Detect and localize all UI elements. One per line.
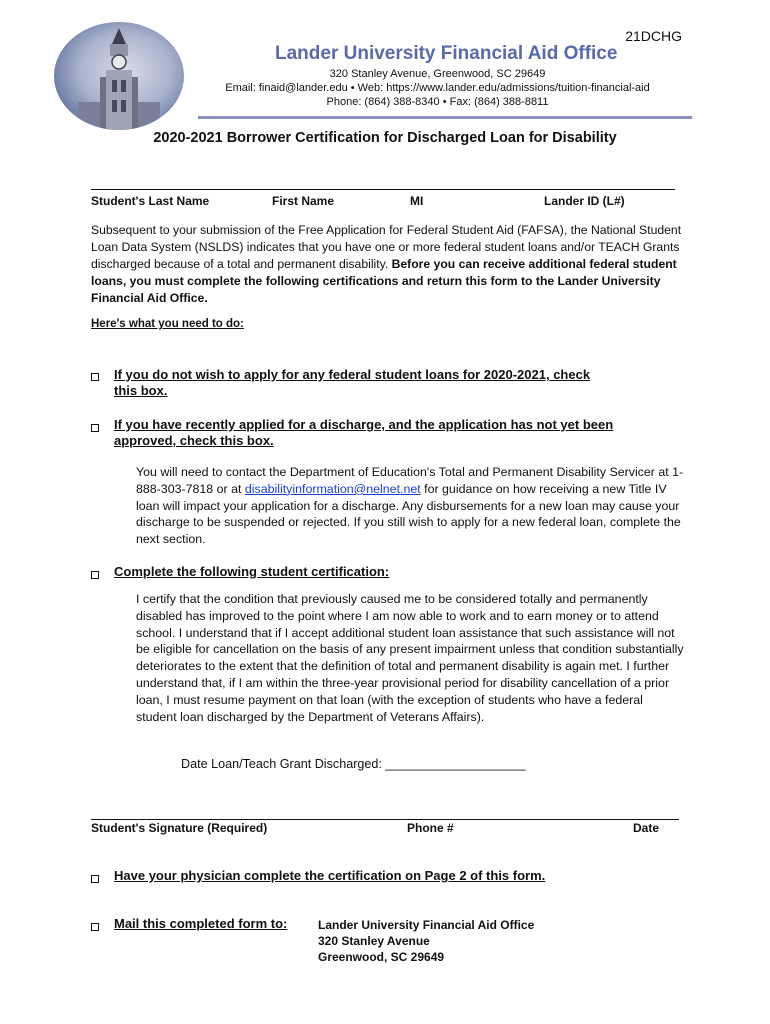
mail-checkbox[interactable]: [91, 923, 99, 931]
no-loans-option-label: If you do not wish to apply for any federal student loans for 2020-2021, check this box.: [114, 367, 591, 398]
physician-instruction: Have your physician complete the certification on Page 2 of this form.: [114, 868, 546, 883]
mail-address-line3: Greenwood, SC 29649: [318, 950, 445, 964]
lander-id-label: Lander ID (L#): [544, 194, 625, 208]
header-divider: [198, 116, 692, 119]
nelnet-email-link[interactable]: disabilityinformation@nelnet.net: [244, 481, 421, 496]
first-name-label: First Name: [272, 194, 335, 208]
signature-label: Student's Signature (Required): [91, 821, 268, 835]
last-name-label: Student's Last Name: [91, 194, 210, 208]
org-address: 320 Stanley Avenue, Greenwood, SC 29649: [329, 68, 546, 80]
org-email-web: Email: finaid@lander.edu • Web: https://www.lander.edu/admissions/tuition-financial-aid: [225, 82, 650, 94]
instructions-text-before: You will need to contact the Department of Education's Total and Permanent Disability Servicer at 1-888-303-7818 or at: [136, 465, 684, 496]
student-certification-heading: Complete the following student certification:: [114, 564, 390, 579]
intro-text: Subsequent to your submission of the Free Application for Federal Student Aid (FAFSA), the National Student Loan Data System (NSLDS) indicates that you have one or more federal student loans and/or TEACH Grants discharged because of a total and permanent disability.: [91, 223, 682, 271]
form-code: 21DCHG: [625, 28, 682, 44]
intro-paragraph: [91, 222, 683, 307]
discharge-pending-instructions: [136, 464, 684, 548]
student-certification-text: I certify that the condition that previously caused me to be considered totally and permanently disabled has improved to the point where I am now able to work and to earn money or to attend school. I understand that if I accept additional student loan assistance that such assistance will not be eligible for cancellation on the basis of any present impairment unless that condition substantially deteriorates to the extent that the definition of total and permanent disability is again met. I further understand that, if I am within the three-year provisional period for disability cancellation of a prior loan, I must resume payment on that loan (with the exception of students who have a federal student loan discharged by the Department of Veterans Affairs).: [136, 592, 684, 724]
signature-line[interactable]: [91, 806, 679, 820]
no-loans-checkbox[interactable]: [91, 373, 99, 381]
mailing-address: [318, 917, 534, 965]
discharge-pending-option-label: If you have recently applied for a discharge, and the application has not yet been approved, check this box.: [114, 417, 614, 448]
intro-bold-text: Before you can receive additional federal student loans, you must complete the following certifications and return this form to the Lander University Financial Aid Office.: [91, 257, 677, 305]
mail-address-line1: Lander University Financial Aid Office: [318, 918, 535, 932]
phone-label: Phone #: [407, 821, 454, 835]
instructions-text-after: for guidance on how receiving a new Title IV loan will impact your application for a discharge. Any disbursements for a new loan may cause your discharge to be suspended or rejected. If you still wish to apply for a new federal loan, complete the next section.: [136, 481, 681, 547]
heres-what-heading: Here's what you need to do:: [91, 318, 244, 330]
form-title: 2020-2021 Borrower Certification for Discharged Loan for Disability: [153, 130, 617, 146]
mail-label: Mail this completed form to:: [114, 916, 288, 931]
org-phone-fax: Phone: (864) 388-8340 • Fax: (864) 388-8811: [326, 96, 549, 108]
date-label: Date: [633, 821, 660, 835]
student-certification-checkbox[interactable]: [91, 571, 99, 579]
physician-checkbox[interactable]: [91, 875, 99, 883]
mi-label: MI: [410, 194, 424, 208]
name-field-line[interactable]: [91, 176, 675, 190]
org-name: Lander University Financial Aid Office: [275, 43, 618, 64]
discharge-pending-checkbox[interactable]: [91, 424, 99, 432]
mail-address-line2: 320 Stanley Avenue: [318, 934, 430, 948]
discharge-date-field[interactable]: Date Loan/Teach Grant Discharged: ____________________: [181, 757, 526, 771]
